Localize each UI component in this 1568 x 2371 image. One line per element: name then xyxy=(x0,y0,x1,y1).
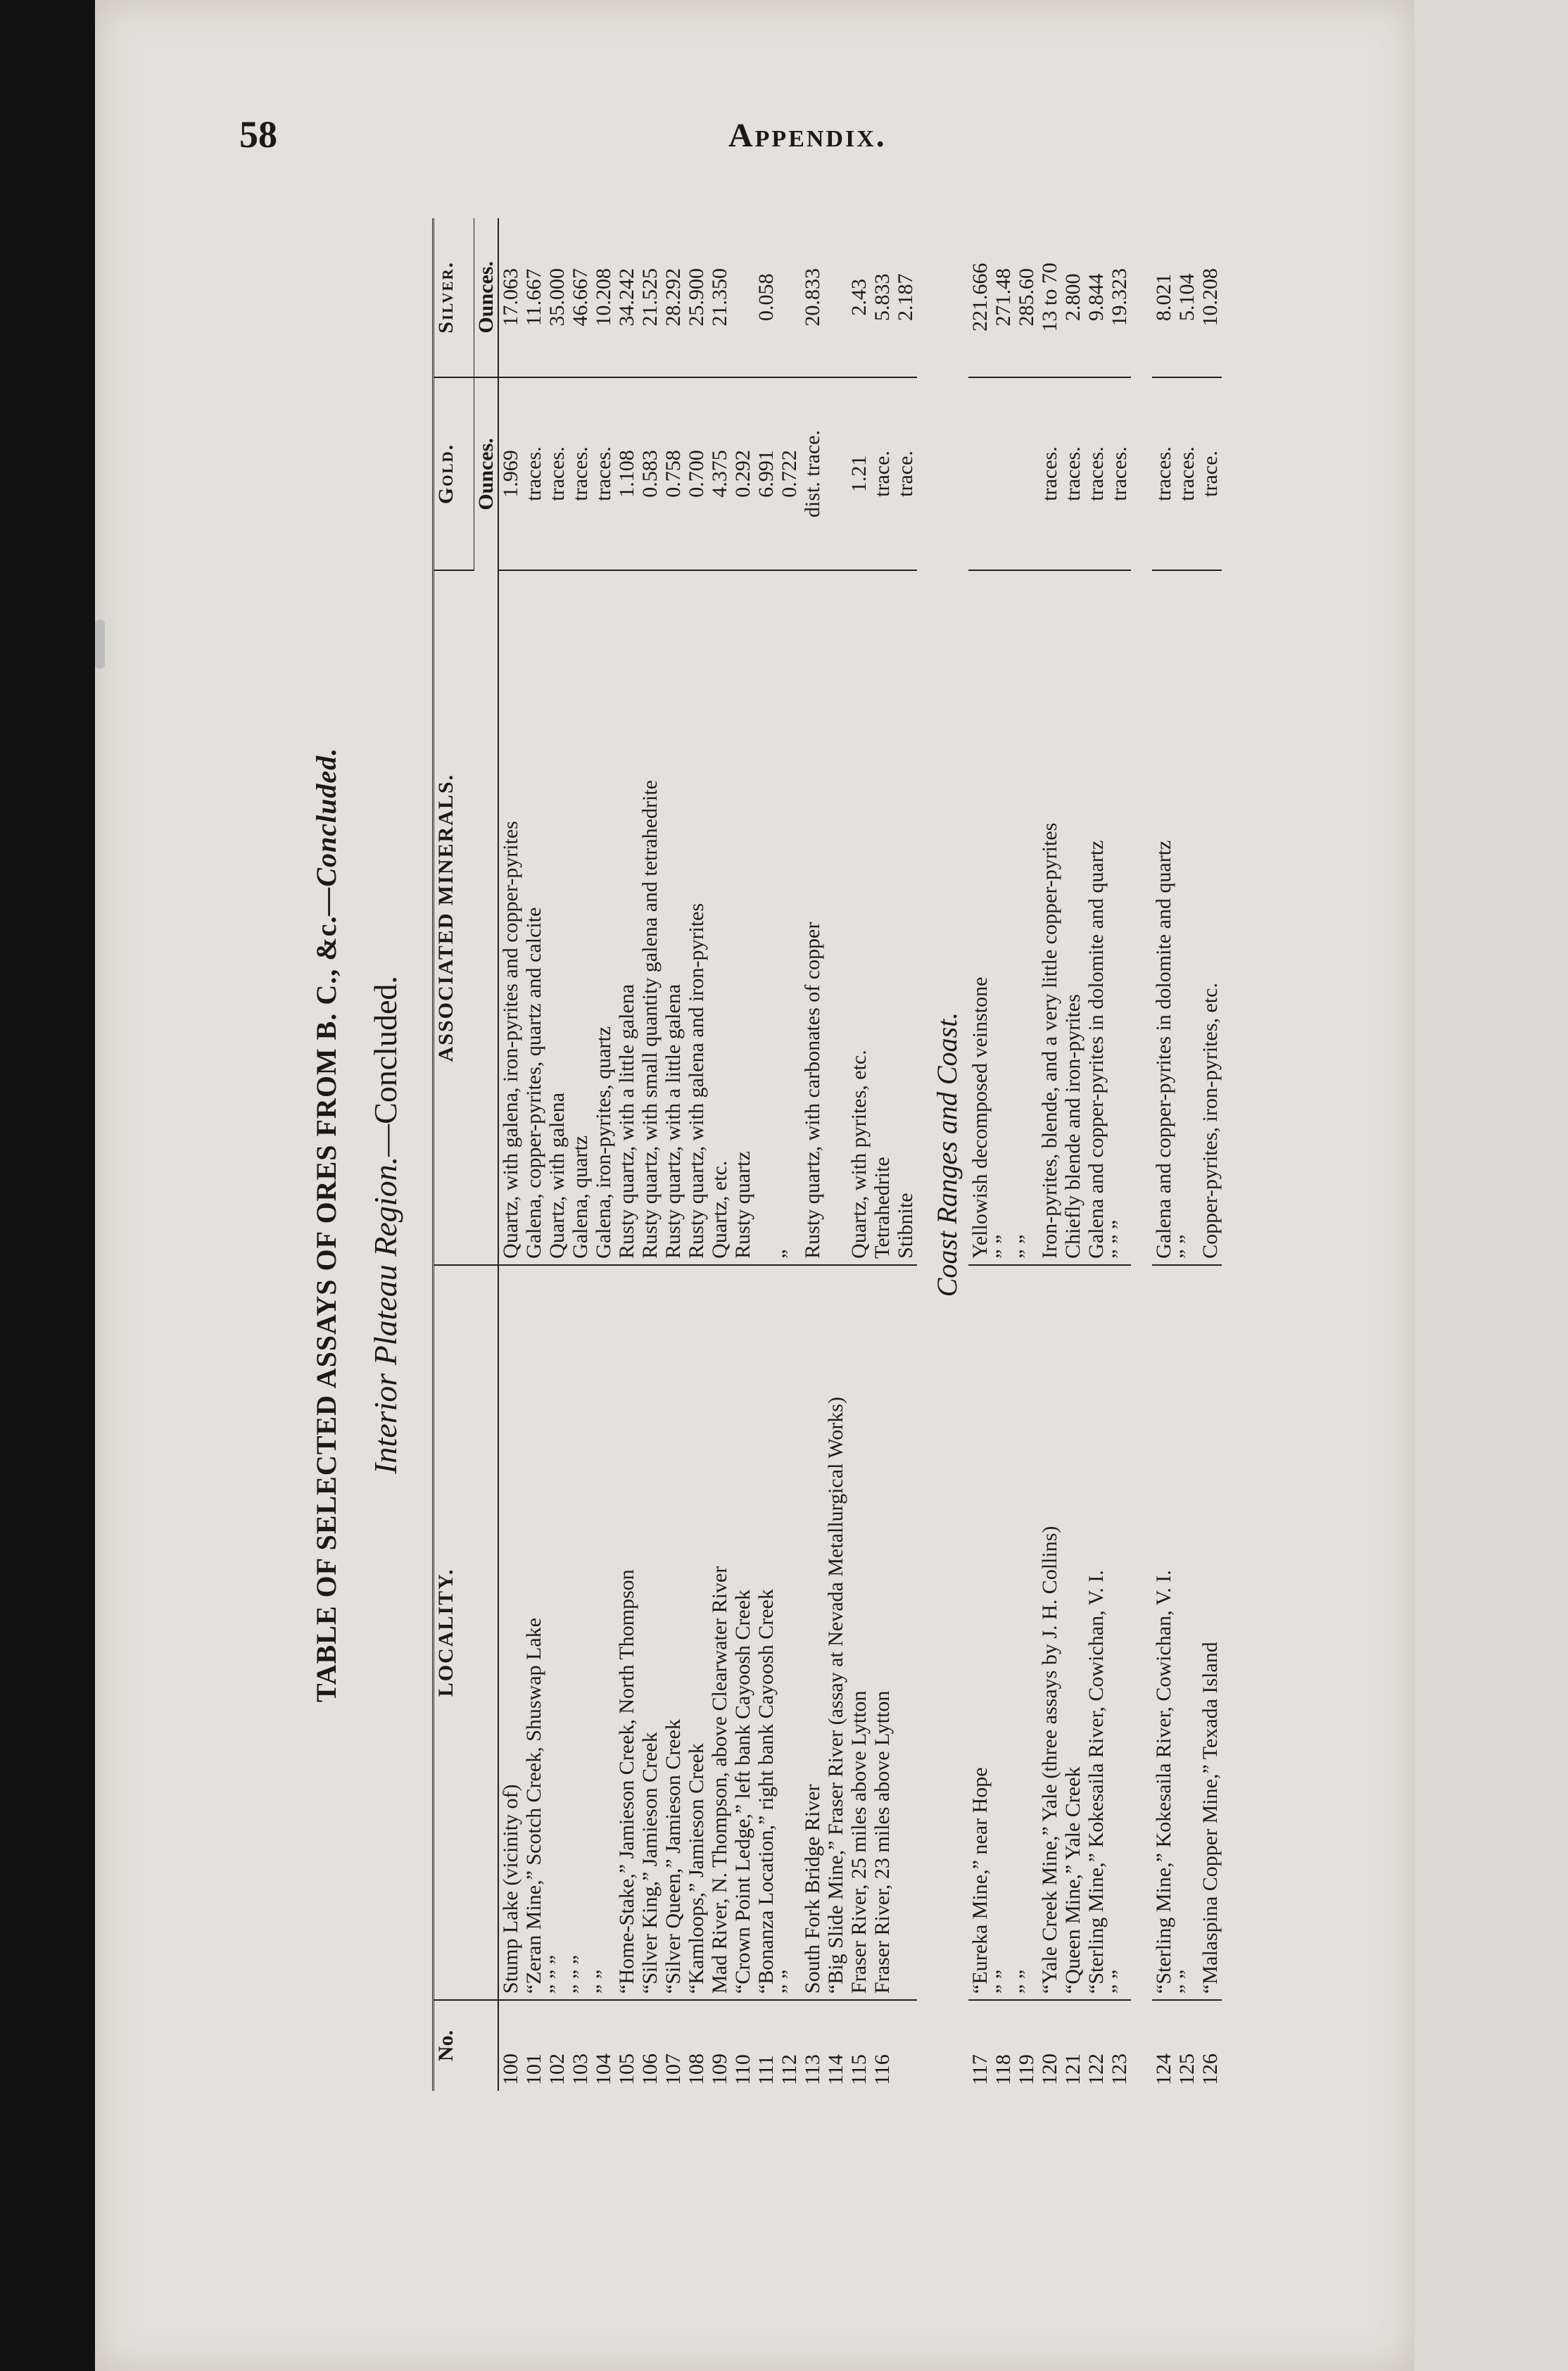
col-header-silver-unit: Ounces. xyxy=(474,218,499,377)
row-gold: trace. xyxy=(1199,377,1222,571)
row-minerals: ” ” xyxy=(992,570,1015,1264)
table-row xyxy=(638,218,662,2091)
table-row xyxy=(662,218,685,2091)
row-gold: 0.722 xyxy=(778,377,801,571)
row-minerals: Rusty quartz xyxy=(731,570,754,1264)
row-minerals: Yellowish decomposed veinstone xyxy=(968,570,992,1264)
row-silver: 2.43 xyxy=(847,218,871,377)
assay-table xyxy=(432,218,1222,2091)
row-silver: 8.021 xyxy=(1152,218,1175,377)
row-silver: 5.104 xyxy=(1175,218,1199,377)
row-minerals xyxy=(754,570,778,1264)
row-gold: traces. xyxy=(569,377,592,571)
row-minerals: Copper-pyrites, iron-pyrites, etc. xyxy=(1199,570,1222,1264)
col-header-gold: Gold. xyxy=(434,377,474,571)
row-minerals: Galena and copper-pyrites in dolomite and quartz xyxy=(1152,570,1175,1264)
row-minerals: ” ” ” xyxy=(1108,570,1131,1264)
section-title-coast: Coast Ranges and Coast. xyxy=(931,1012,963,1297)
region-title-main: Interior Plateau Region. xyxy=(367,1156,403,1474)
row-silver xyxy=(824,218,847,377)
row-number: 118 xyxy=(992,2054,1015,2085)
row-silver: 11.667 xyxy=(522,218,545,377)
row-locality: ” ” xyxy=(1108,1265,1131,2000)
row-silver: 2.800 xyxy=(1061,218,1085,377)
row-number: 119 xyxy=(1015,2054,1038,2085)
row-locality: ” ” xyxy=(992,1265,1015,2000)
row-silver: 10.208 xyxy=(592,218,615,377)
row-locality: “Silver King,” Jamieson Creek xyxy=(638,1265,662,2000)
row-silver: 221.666 xyxy=(968,218,992,377)
row-number: 114 xyxy=(824,2054,847,2085)
row-silver: 20.833 xyxy=(801,218,824,377)
row-minerals xyxy=(824,570,847,1264)
row-silver: 17.063 xyxy=(498,218,522,377)
row-gold: trace. xyxy=(894,377,917,571)
row-locality: “Sterling Mine,” Kokesaila River, Cowichan, V. I. xyxy=(1085,1265,1108,2000)
row-locality: ” ” ” xyxy=(569,1265,592,2000)
row-gold: traces. xyxy=(1108,377,1131,571)
row-gold: dist. trace. xyxy=(801,377,824,571)
table-row xyxy=(871,218,894,2091)
table-row xyxy=(1152,218,1175,2091)
row-minerals: Quartz, with galena, iron-pyrites and copper-pyrites xyxy=(498,570,522,1264)
row-number: 101 xyxy=(522,2054,545,2085)
table-row xyxy=(1085,218,1108,2091)
row-gold xyxy=(824,377,847,571)
row-minerals: Stibnite xyxy=(894,570,917,1264)
row-minerals: Galena, iron-pyrites, quartz xyxy=(592,570,615,1264)
table-row xyxy=(754,218,778,2091)
row-gold: traces. xyxy=(1061,377,1085,571)
row-number: 122 xyxy=(1085,2054,1108,2085)
col-header-locality: LOCALITY. xyxy=(434,1265,499,2000)
row-locality: “Kamloops,” Jamieson Creek xyxy=(685,1265,708,2000)
table-row xyxy=(569,218,592,2091)
row-gold: 1.108 xyxy=(615,377,638,571)
row-silver: 46.667 xyxy=(569,218,592,377)
row-locality: Fraser River, 23 miles above Lytton xyxy=(871,1265,894,2000)
row-minerals: Rusty quartz, with carbonates of copper xyxy=(801,570,824,1264)
table-row xyxy=(847,218,871,2091)
row-silver: 2.187 xyxy=(894,218,917,377)
row-minerals: Galena and copper-pyrites in dolomite and quartz xyxy=(1085,570,1108,1264)
row-locality: “Sterling Mine,” Kokesaila River, Cowichan, V. I. xyxy=(1152,1265,1175,2000)
table-row xyxy=(1175,218,1199,2091)
rotated-table-block xyxy=(310,218,1408,2091)
table-row xyxy=(731,218,754,2091)
row-number: 106 xyxy=(638,2054,662,2085)
row-minerals: Quartz, with pyrites, etc. xyxy=(847,570,871,1264)
row-locality: “Eureka Mine,” near Hope xyxy=(968,1265,992,2000)
interior-plateau-rows xyxy=(498,218,917,2091)
coast-rows xyxy=(968,218,1131,2091)
table-title-suffix: —Concluded. xyxy=(310,747,342,916)
row-number: 109 xyxy=(708,2054,731,2085)
row-gold xyxy=(992,377,1015,571)
row-number: 108 xyxy=(685,2054,708,2085)
table-row xyxy=(1199,218,1222,2091)
row-gold xyxy=(1015,377,1038,571)
row-silver: 9.844 xyxy=(1085,218,1108,377)
table-row xyxy=(1061,218,1085,2091)
row-silver: 285.60 xyxy=(1015,218,1038,377)
table-row xyxy=(894,218,917,2091)
row-locality: ” ” xyxy=(592,1265,615,2000)
table-title-main: TABLE OF SELECTED ASSAYS OF ORES FROM B. C., &c. xyxy=(310,915,342,1703)
row-number: 100 xyxy=(499,2054,522,2085)
row-minerals: ” ” xyxy=(1175,570,1199,1264)
row-silver: 25.900 xyxy=(685,218,708,377)
row-locality: Stump Lake (vicinity of) xyxy=(498,1265,522,2000)
row-minerals: Rusty quartz, with a little galena xyxy=(662,570,685,1264)
row-minerals: Galena, copper-pyrites, quartz and calcite xyxy=(522,570,545,1264)
section-spacer xyxy=(1131,218,1152,2091)
row-gold: 4.375 xyxy=(708,377,731,571)
row-number: 117 xyxy=(968,2054,992,2085)
row-silver: 21.525 xyxy=(638,218,662,377)
row-locality: Mad River, N. Thompson, above Clearwater River xyxy=(708,1265,731,2000)
table-row xyxy=(545,218,569,2091)
row-silver: 0.058 xyxy=(754,218,778,377)
row-locality: “Malaspina Copper Mine,” Texada Island xyxy=(1199,1265,1222,2000)
row-locality: “Bonanza Location,” right bank Cayoosh Creek xyxy=(754,1265,778,2000)
row-minerals: Quartz, with galena xyxy=(545,570,569,1264)
row-gold: 0.292 xyxy=(731,377,754,571)
row-gold: traces. xyxy=(545,377,569,571)
row-locality: “Yale Creek Mine,” Yale (three assays by J. H. Collins) xyxy=(1038,1265,1061,2000)
table-row xyxy=(498,218,522,2091)
table-row xyxy=(592,218,615,2091)
row-silver: 5.833 xyxy=(871,218,894,377)
page-number: 58 xyxy=(239,113,277,156)
row-number: 113 xyxy=(801,2054,824,2085)
row-number: 116 xyxy=(871,2054,894,2085)
row-number: 105 xyxy=(615,2054,638,2085)
table-row xyxy=(992,218,1015,2091)
row-gold: 0.583 xyxy=(638,377,662,571)
row-locality: ” ” xyxy=(778,1265,801,2000)
row-gold: trace. xyxy=(871,377,894,571)
region-title xyxy=(367,218,404,2232)
row-minerals: Iron-pyrites, blende, and a very little copper-pyrites xyxy=(1038,570,1061,1264)
page-blemish xyxy=(95,620,105,669)
row-gold: traces. xyxy=(1038,377,1061,571)
row-number: 126 xyxy=(1199,2054,1222,2085)
row-locality: “Silver Queen,” Jamieson Creek xyxy=(662,1265,685,2000)
row-number: 124 xyxy=(1152,2054,1175,2085)
row-gold: 6.991 xyxy=(754,377,778,571)
row-minerals: Rusty quartz, with small quantity galena and tetrahedrite xyxy=(638,570,662,1264)
row-minerals: Galena, quartz xyxy=(569,570,592,1264)
row-silver: 13 to 70 xyxy=(1038,218,1061,377)
row-silver: 28.292 xyxy=(662,218,685,377)
table-row xyxy=(708,218,731,2091)
row-number: 123 xyxy=(1108,2054,1131,2085)
row-locality: “Queen Mine,” Yale Creek xyxy=(1061,1265,1085,2000)
row-number: 120 xyxy=(1038,2054,1061,2085)
running-head: Appendix. xyxy=(728,117,887,154)
row-locality: “Crown Point Ledge,” left bank Cayoosh Creek xyxy=(731,1265,754,2000)
row-minerals: Chiefly blende and iron-pyrites xyxy=(1061,570,1085,1264)
section-gap xyxy=(1131,218,1152,2091)
row-number xyxy=(894,2000,917,2091)
row-locality: Fraser River, 25 miles above Lytton xyxy=(847,1265,871,2000)
table-title xyxy=(310,218,343,2232)
row-number: 112 xyxy=(778,2054,801,2085)
table-row xyxy=(801,218,824,2091)
row-gold: 0.700 xyxy=(685,377,708,571)
row-silver xyxy=(778,218,801,377)
row-number: 102 xyxy=(545,2054,569,2085)
row-silver xyxy=(731,218,754,377)
col-header-no: No. xyxy=(434,2000,499,2091)
col-header-minerals: ASSOCIATED MINERALS. xyxy=(434,570,499,1264)
row-number: 104 xyxy=(592,2054,615,2085)
row-number: 125 xyxy=(1175,2054,1199,2085)
row-locality: “Zeran Mine,” Scotch Creek, Shuswap Lake xyxy=(522,1265,545,2000)
col-header-gold-unit: Ounces. xyxy=(474,377,499,571)
row-gold: traces. xyxy=(1175,377,1199,571)
row-minerals: Tetrahedrite xyxy=(871,570,894,1264)
table-row xyxy=(1108,218,1131,2091)
facing-page-edge xyxy=(1413,0,1568,2371)
row-silver: 271.48 xyxy=(992,218,1015,377)
row-locality xyxy=(894,1265,917,2000)
table-row xyxy=(968,218,992,2091)
table-row xyxy=(615,218,638,2091)
row-gold: 1.21 xyxy=(847,377,871,571)
row-gold xyxy=(968,377,992,571)
row-minerals: ” xyxy=(778,570,801,1264)
row-silver: 34.242 xyxy=(615,218,638,377)
row-gold: traces. xyxy=(1152,377,1175,571)
row-silver: 19.323 xyxy=(1108,218,1131,377)
row-number: 111 xyxy=(754,2055,778,2085)
table-row xyxy=(522,218,545,2091)
row-number: 107 xyxy=(662,2054,685,2085)
table-row xyxy=(685,218,708,2091)
row-silver: 21.350 xyxy=(708,218,731,377)
row-gold: 1.969 xyxy=(498,377,522,571)
row-locality: “Home-Stake,” Jamieson Creek, North Thompson xyxy=(615,1265,638,2000)
row-minerals: ” ” xyxy=(1015,570,1038,1264)
row-silver: 10.208 xyxy=(1199,218,1222,377)
row-number: 110 xyxy=(731,2054,754,2085)
row-gold: traces. xyxy=(1085,377,1108,571)
row-locality: ” ” xyxy=(1175,1265,1199,2000)
row-silver: 35.000 xyxy=(545,218,569,377)
table-row xyxy=(1038,218,1061,2091)
region-title-suffix: —Concluded. xyxy=(367,976,403,1157)
table-row xyxy=(1015,218,1038,2091)
row-locality: ” ” ” xyxy=(545,1265,569,2000)
row-number: 103 xyxy=(569,2054,592,2085)
col-header-silver: Silver. xyxy=(434,218,474,377)
table-row xyxy=(824,218,847,2091)
row-locality: “Big Slide Mine,” Fraser River (assay at Nevada Metallurgical Works) xyxy=(824,1265,847,2000)
row-gold: traces. xyxy=(592,377,615,571)
coast-section-heading xyxy=(917,218,968,2091)
row-minerals: Rusty quartz, with a little galena xyxy=(615,570,638,1264)
row-locality: ” ” xyxy=(1015,1265,1038,2000)
row-minerals: Quartz, etc. xyxy=(708,570,731,1264)
continuation-rows xyxy=(1152,218,1222,2091)
row-gold: 0.758 xyxy=(662,377,685,571)
row-gold: traces. xyxy=(522,377,545,571)
row-minerals: Rusty quartz, with galena and iron-pyrites xyxy=(685,570,708,1264)
row-locality: South Fork Bridge River xyxy=(801,1265,824,2000)
row-number: 115 xyxy=(847,2054,871,2085)
table-row xyxy=(778,218,801,2091)
row-number: 121 xyxy=(1061,2054,1085,2085)
